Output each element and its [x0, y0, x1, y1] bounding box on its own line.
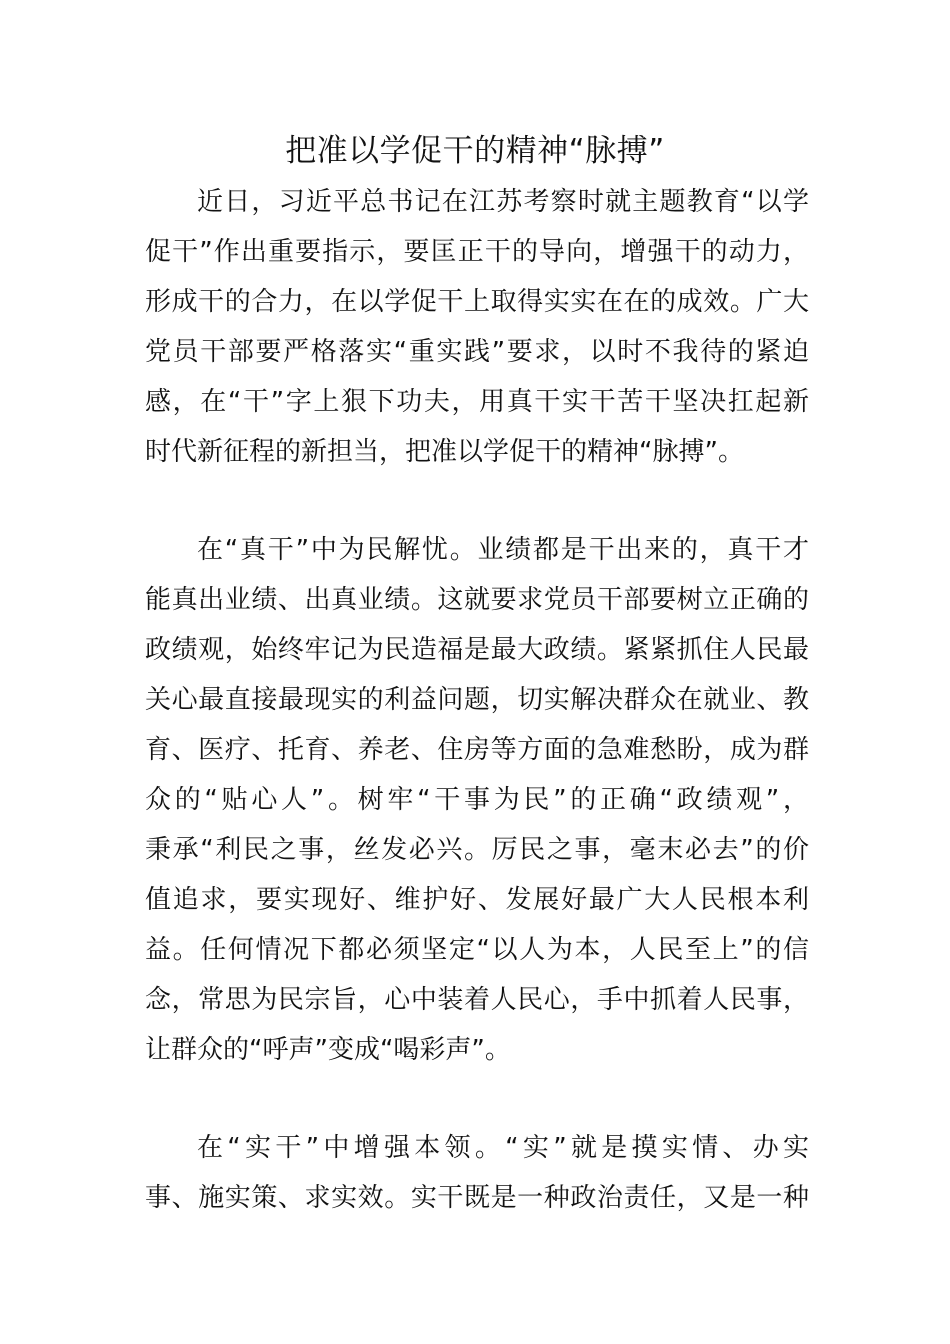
text-line: 在“真干”中为民解忧。业绩都是干出来的，真干才: [197, 535, 809, 565]
text-line: 念，常思为民宗旨，心中装着人民心，手中抓着人民事，: [145, 985, 809, 1015]
text-line: 益。任何情况下都必须坚定“以人为本，人民至上”的信: [145, 935, 809, 965]
text-line: 党员干部要严格落实“重实践”要求，以时不我待的紧迫: [145, 337, 809, 367]
text-line: 近日，习近平总书记在江苏考察时就主题教育“以学: [197, 187, 809, 217]
text-line: 能真出业绩、出真业绩。这就要求党员干部要树立正确的: [145, 585, 809, 615]
text-line: 在“实干”中增强本领。“实”就是摸实情、办实: [197, 1133, 809, 1163]
text-line: 众的“贴心人”。树牢“干事为民”的正确“政绩观”，: [145, 785, 809, 815]
text-line: 感，在“干”字上狠下功夫，用真干实干苦干坚决扛起新: [145, 387, 809, 417]
text-line: 政绩观，始终牢记为民造福是最大政绩。紧紧抓住人民最: [145, 635, 809, 665]
text-line: 形成干的合力，在以学促干上取得实实在在的成效。广大: [145, 287, 809, 317]
text-line: 事、施实策、求实效。实干既是一种政治责任，又是一种: [145, 1183, 809, 1213]
document-title: 把准以学促干的精神“脉搏”: [285, 133, 665, 169]
text-line: 关心最直接最现实的利益问题，切实解决群众在就业、教: [145, 685, 809, 715]
text-line: 让群众的“呼声”变成“喝彩声”。: [145, 1035, 511, 1065]
text-line: 时代新征程的新担当，把准以学促干的精神“脉搏”。: [145, 437, 744, 467]
text-line: 育、医疗、托育、养老、住房等方面的急难愁盼，成为群: [145, 735, 809, 765]
text-line: 促干”作出重要指示，要匡正干的导向，增强干的动力，: [145, 237, 809, 267]
text-line: 值追求，要实现好、维护好、发展好最广大人民根本利: [145, 885, 809, 915]
text-line: 秉承“利民之事，丝发必兴。厉民之事，毫末必去”的价: [145, 835, 809, 865]
